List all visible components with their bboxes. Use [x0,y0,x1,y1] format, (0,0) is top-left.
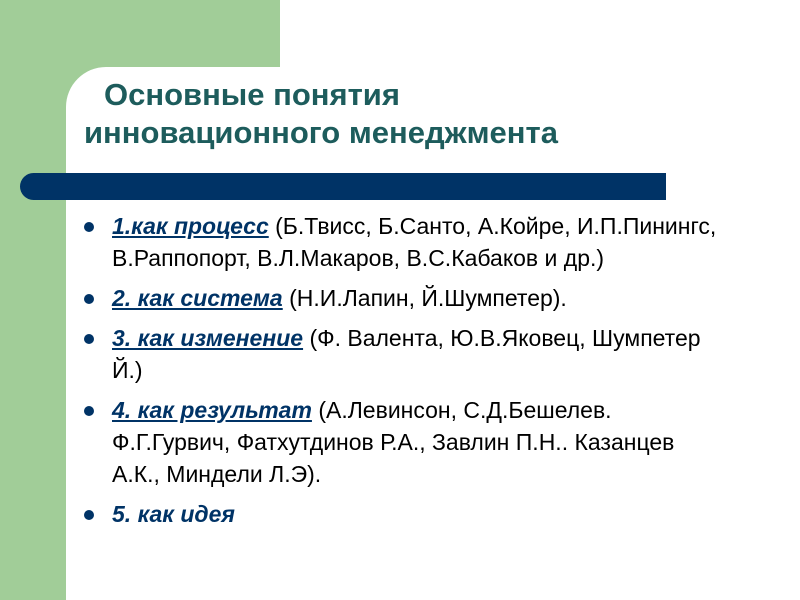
bullet-dot-icon [84,222,94,232]
bullet-dot-icon [84,510,94,520]
bullet-dot-icon [84,334,94,344]
bullet-key: 2. как система [112,285,283,311]
bullet-dot-icon [84,294,94,304]
bullet-key: 5. как идея [112,501,235,527]
bullet-text: (Н.И.Лапин, Й.Шумпетер). [282,285,567,311]
bullet-text: (Ф. Валента, Ю.В.Яковец, Шумпетер Й.) [112,325,701,383]
bullet-key: 1.как процесс [112,213,269,239]
slide-title-line-2: инновационного менеджмента [84,115,558,150]
slide-title-line-1: Основные понятия [104,77,400,112]
bullet-item-result [84,394,724,490]
bullet-text: (Б.Твисс, Б.Санто, А.Койре, И.П.Пинингс, В.Раппопорт, В.Л.Макаров, В.С.Кабаков и др.) [112,213,717,271]
bullet-item-process [84,210,724,274]
bullet-item-change [84,322,724,386]
bullet-key: 3. как изменение [112,325,304,351]
bullet-key: 4. как результат [112,397,312,423]
title-divider-bar [20,173,666,200]
bullet-item-idea [84,498,724,530]
bullet-item-system [84,282,724,314]
bullet-dot-icon [84,406,94,416]
slide-title [84,76,764,152]
bullet-list [84,210,724,538]
bullet-text: (А.Левинсон, С.Д.Бешелев. Ф.Г.Гурвич, Фатхутдинов Р.А., Завлин П.Н.. Казанцев А.К., Миндели Л.Э). [112,397,675,487]
